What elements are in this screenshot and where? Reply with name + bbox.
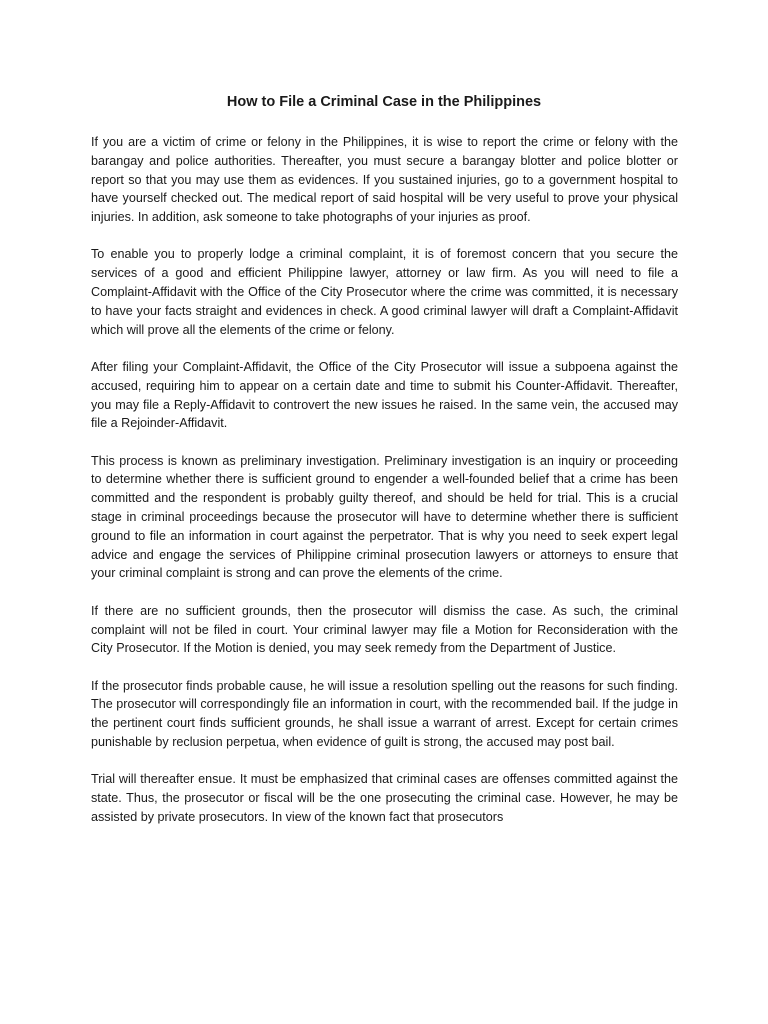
- paragraph-trial: Trial will thereafter ensue. It must be emphasized that criminal cases are offenses committed against the state. Thus, the prosecutor or fiscal will be the one prosecuting the criminal case. However, he may be assisted by private prosecutors. In view of the known fact that prosecutors: [91, 772, 678, 824]
- paragraph-probable-cause: If the prosecutor finds probable cause, he will issue a resolution spelling out the reasons for such finding. The prosecutor will correspondingly file an information in court, with the recommended bail. If the judge in the pertinent court finds sufficient grounds, he shall issue a warrant of arrest. Except for certain crimes punishable by reclusion perpetua, when evidence of guilt is strong, the accused may post bail.: [91, 678, 678, 750]
- paragraph-no-sufficient-grounds: If there are no sufficient grounds, then the prosecutor will dismiss the case. As such, the criminal complaint will not be filed in court. Your criminal lawyer may file a Motion for Reconsideration with the City Prosecutor. If the Motion is denied, you may seek remedy from the Department of Justice.: [91, 603, 678, 656]
- paragraph-after-filing: After filing your Complaint-Affidavit, the Office of the City Prosecutor will issue a subpoena against the accused, requiring him to appear on a certain date and time to submit his Counter-Affidavit. Thereafter, you may file a Reply-Affidavit to controvert the new issues he raised. In the same vein, the accused may file a Rejoinder-Affidavit.: [91, 359, 678, 431]
- document-body: [91, 133, 678, 845]
- paragraph-lodge-complaint: To enable you to properly lodge a criminal complaint, it is of foremost concern that you secure the services of a good and efficient Philippine lawyer, attorney or law firm. As you will need to file a Complaint-Affidavit with the Office of the City Prosecutor where the crime was committed, it is necessary to have your facts straight and evidences in check. A good criminal lawyer will draft a Complaint-Affidavit which will prove all the elements of the crime or felony.: [91, 247, 678, 337]
- paragraph-report-crime: If you are a victim of crime or felony in the Philippines, it is wise to report the crime or felony with the barangay and police authorities. Thereafter, you must secure a barangay blotter and police blotter or report so that you may use them as evidences. If you sustained injuries, go to a government hospital to have yourself checked out. The medical report of said hospital will be very useful to prove your physical injuries. In addition, ask someone to take photographs of your injuries as proof.: [91, 135, 678, 225]
- paragraph-preliminary-investigation: This process is known as preliminary investigation. Preliminary investigation is an inquiry or proceeding to determine whether there is sufficient ground to engender a well-founded belief that a crime has been committed and the respondent is probably guilty thereof, and should be held for trial. This is a crucial stage in criminal proceedings because the prosecutor will have to determine whether there is sufficient ground to file an information in court against the perpetrator. That is why you need to seek expert legal advice and engage the services of Philippine criminal prosecution lawyers or attorneys to ensure that your criminal complaint is strong and can prove the elements of the crime.: [91, 453, 678, 581]
- document-title: How to File a Criminal Case in the Philippines: [226, 94, 542, 110]
